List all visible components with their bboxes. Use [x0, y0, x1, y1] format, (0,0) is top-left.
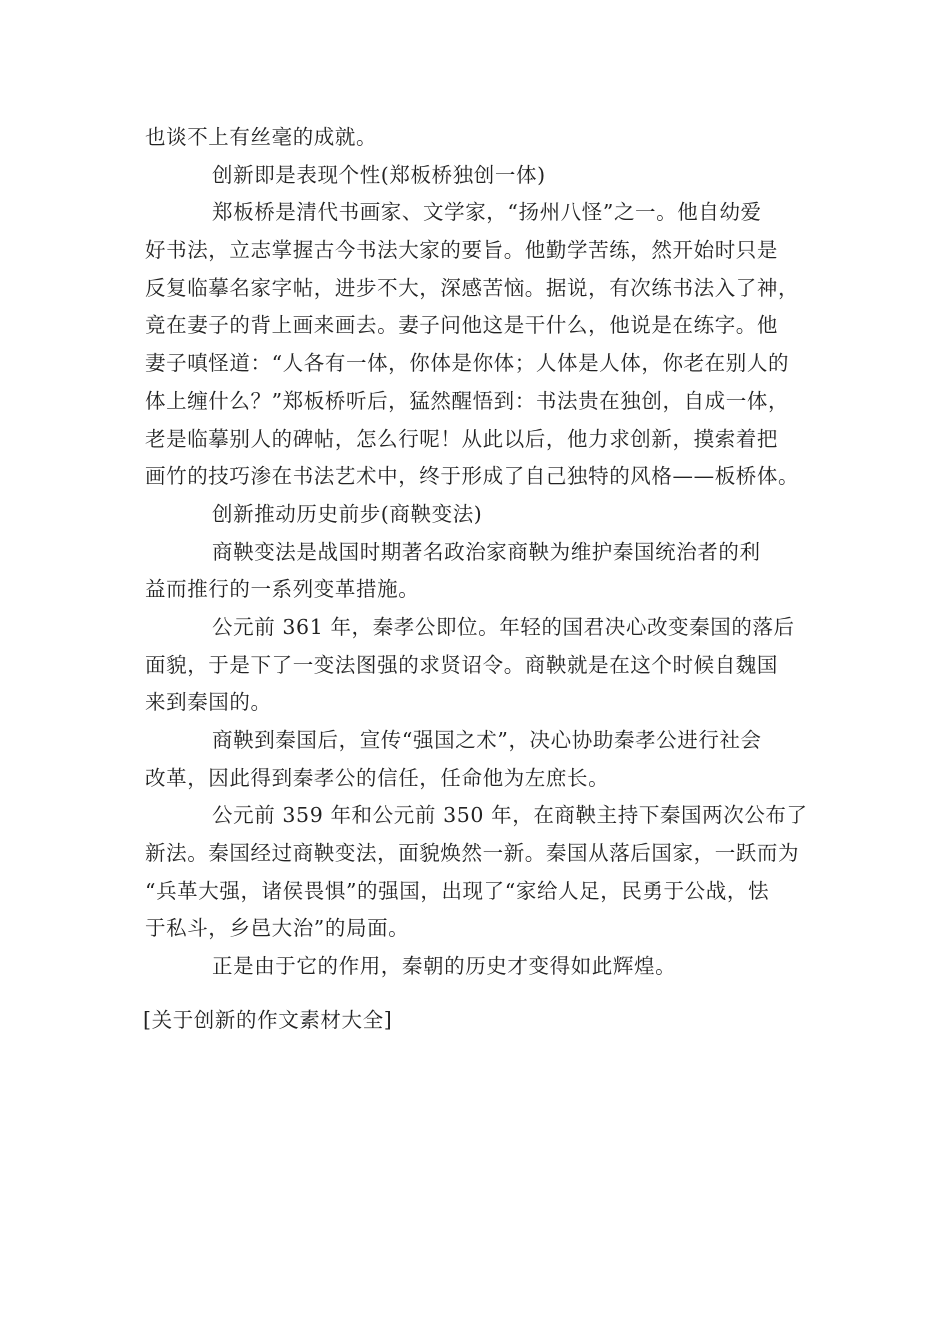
text-line: 公元前 359 年和公元前 350 年，在商鞅主持下秦国两次公布了: [212, 803, 808, 828]
text-line: 改革，因此得到秦孝公的信任，任命他为左庶长。: [145, 765, 610, 790]
text-line: 公元前 361 年，秦孝公即位。年轻的国君决心改变秦国的落后: [212, 614, 795, 639]
text-line: 正是由于它的作用，秦朝的历史才变得如此辉煌。: [212, 954, 677, 979]
text-line: 新法。秦国经过商鞅变法，面貌焕然一新。秦国从落后国家，一跃而为: [145, 841, 800, 866]
related-article-link[interactable]: [关于创新的作文素材大全]: [143, 1008, 393, 1032]
section-heading: 创新推动历史前步(商鞅变法): [212, 501, 483, 526]
text-line: 也谈不上有丝毫的成就。: [145, 125, 378, 149]
text-line: 益而推行的一系列变革措施。: [145, 577, 420, 602]
text-line: 体上缠什么？”郑板桥听后，猛然醒悟到：书法贵在独创，自成一体，: [145, 388, 790, 413]
text-line: 反复临摹名家字帖，进步不大，深感苦恼。据说，有次练书法入了神，: [145, 275, 800, 300]
text-line: 好书法，立志掌握古今书法大家的要旨。他勤学苦练，然开始时只是: [145, 238, 778, 263]
text-line: 竟在妻子的背上画来画去。妻子问他这是干什么，他说是在练字。他: [145, 313, 778, 338]
text-line: 于私斗，乡邑大治”的局面。: [145, 916, 410, 941]
text-line: 妻子嗔怪道：“人各有一体，你体是你体；人体是人体，你老在别人的: [145, 351, 790, 376]
text-line: 商鞅变法是战国时期著名政治家商鞅为维护秦国统治者的利: [212, 539, 761, 564]
text-line: 面貌，于是下了一变法图强的求贤诏令。商鞅就是在这个时候自魏国: [145, 652, 778, 677]
text-line: 郑板桥是清代书画家、文学家，“扬州八怪”之一。他自幼爱: [212, 200, 762, 225]
text-line: 老是临摹别人的碑帖，怎么行呢！从此以后，他力求创新，摸索着把: [145, 426, 778, 451]
section-heading: 创新即是表现个性(郑板桥独创一体): [212, 162, 546, 187]
text-line: “兵革大强，诸侯畏惧”的强国，出现了“家给人足，民勇于公战，怯: [145, 878, 770, 903]
text-line: 商鞅到秦国后，宣传“强国之术”，决心协助秦孝公进行社会: [212, 728, 762, 752]
document-body: [145, 119, 815, 986]
text-line: 来到秦国的。: [145, 690, 272, 715]
text-line: 画竹的技巧渗在书法艺术中，终于形成了自己独特的风格——板桥体。: [145, 464, 800, 489]
